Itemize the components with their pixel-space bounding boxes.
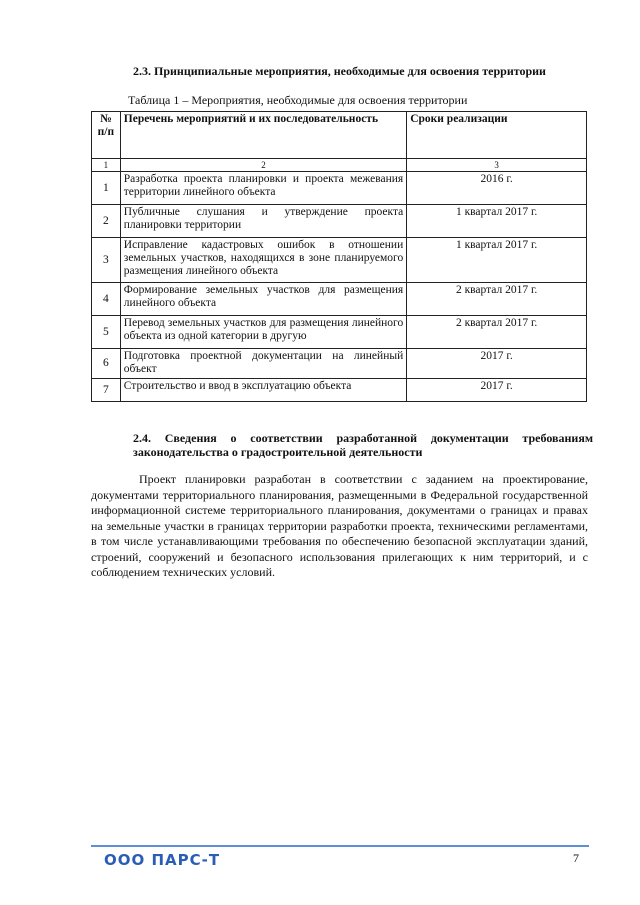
row-event: Подготовка проектной документации на линейный объект (120, 349, 406, 379)
header-number: № п/п (92, 112, 121, 159)
row-event: Формирование земельных участков для размещения линейного объекта (120, 283, 406, 316)
column-number: 2 (120, 159, 406, 172)
row-term: 1 квартал 2017 г. (407, 238, 587, 283)
page-number: 7 (573, 851, 579, 865)
column-number-row (92, 159, 587, 172)
row-number: 3 (92, 238, 121, 283)
section-2-3-heading: 2.3. Принципиальные мероприятия, необходимые для освоения территории (133, 64, 546, 78)
row-number: 4 (92, 283, 121, 316)
header-terms: Сроки реализации (407, 112, 587, 159)
table-row (92, 205, 587, 238)
row-event: Перевод земельных участков для размещения линейного объекта из одной категории в другую (120, 316, 406, 349)
row-number: 1 (92, 172, 121, 205)
row-number: 5 (92, 316, 121, 349)
row-number: 6 (92, 349, 121, 379)
row-term: 1 квартал 2017 г. (407, 205, 587, 238)
body-paragraph: Проект планировки разработан в соответствии с заданием на проектирование, документами территориального планирования, размещенными в Федеральной государственной информационной системе территориального планирования, документами о границах и правах на земельные участки в границах территории разработки проекта, техническими регламентами, в том числе устанавливающими требования по обеспечению безопасной эксплуатации зданий, строений, сооружений и безопасного использования прилегающих к ним территорий, и с соблюдением технических условий. (91, 472, 588, 579)
header-events: Перечень мероприятий и их последовательность (120, 112, 406, 159)
row-term: 2 квартал 2017 г. (407, 316, 587, 349)
table-row (92, 349, 587, 379)
row-event: Строительство и ввод в эксплуатацию объекта (120, 379, 406, 402)
footer-divider (91, 845, 589, 847)
row-number: 2 (92, 205, 121, 238)
company-logo: ООО ПАРС-Т (104, 851, 221, 869)
row-term: 2 квартал 2017 г. (407, 283, 587, 316)
section-2-4-heading-line: 2.4. Сведения о соответствии разработанной документации требованиям (133, 431, 593, 445)
table-caption: Таблица 1 – Мероприятия, необходимые для освоения территории (128, 93, 468, 107)
table-row (92, 238, 587, 283)
table-header-row (92, 112, 587, 159)
row-event: Разработка проекта планировки и проекта межевания территории линейного объекта (120, 172, 406, 205)
row-term: 2017 г. (407, 349, 587, 379)
row-event: Исправление кадастровых ошибок в отношении земельных участков, находящихся в зоне планируемого размещения линейного объекта (120, 238, 406, 283)
row-term: 2017 г. (407, 379, 587, 402)
row-number: 7 (92, 379, 121, 402)
section-2-4-heading-line: законодательства о градостроительной деятельности (133, 445, 423, 459)
row-term: 2016 г. (407, 172, 587, 205)
column-number: 1 (92, 159, 121, 172)
section-2-4-heading (133, 431, 593, 459)
table-row (92, 379, 587, 402)
measures-table (91, 111, 587, 402)
table-row (92, 283, 587, 316)
table-row (92, 316, 587, 349)
table-row (92, 172, 587, 205)
column-number: 3 (407, 159, 587, 172)
row-event: Публичные слушания и утверждение проекта планировки территории (120, 205, 406, 238)
